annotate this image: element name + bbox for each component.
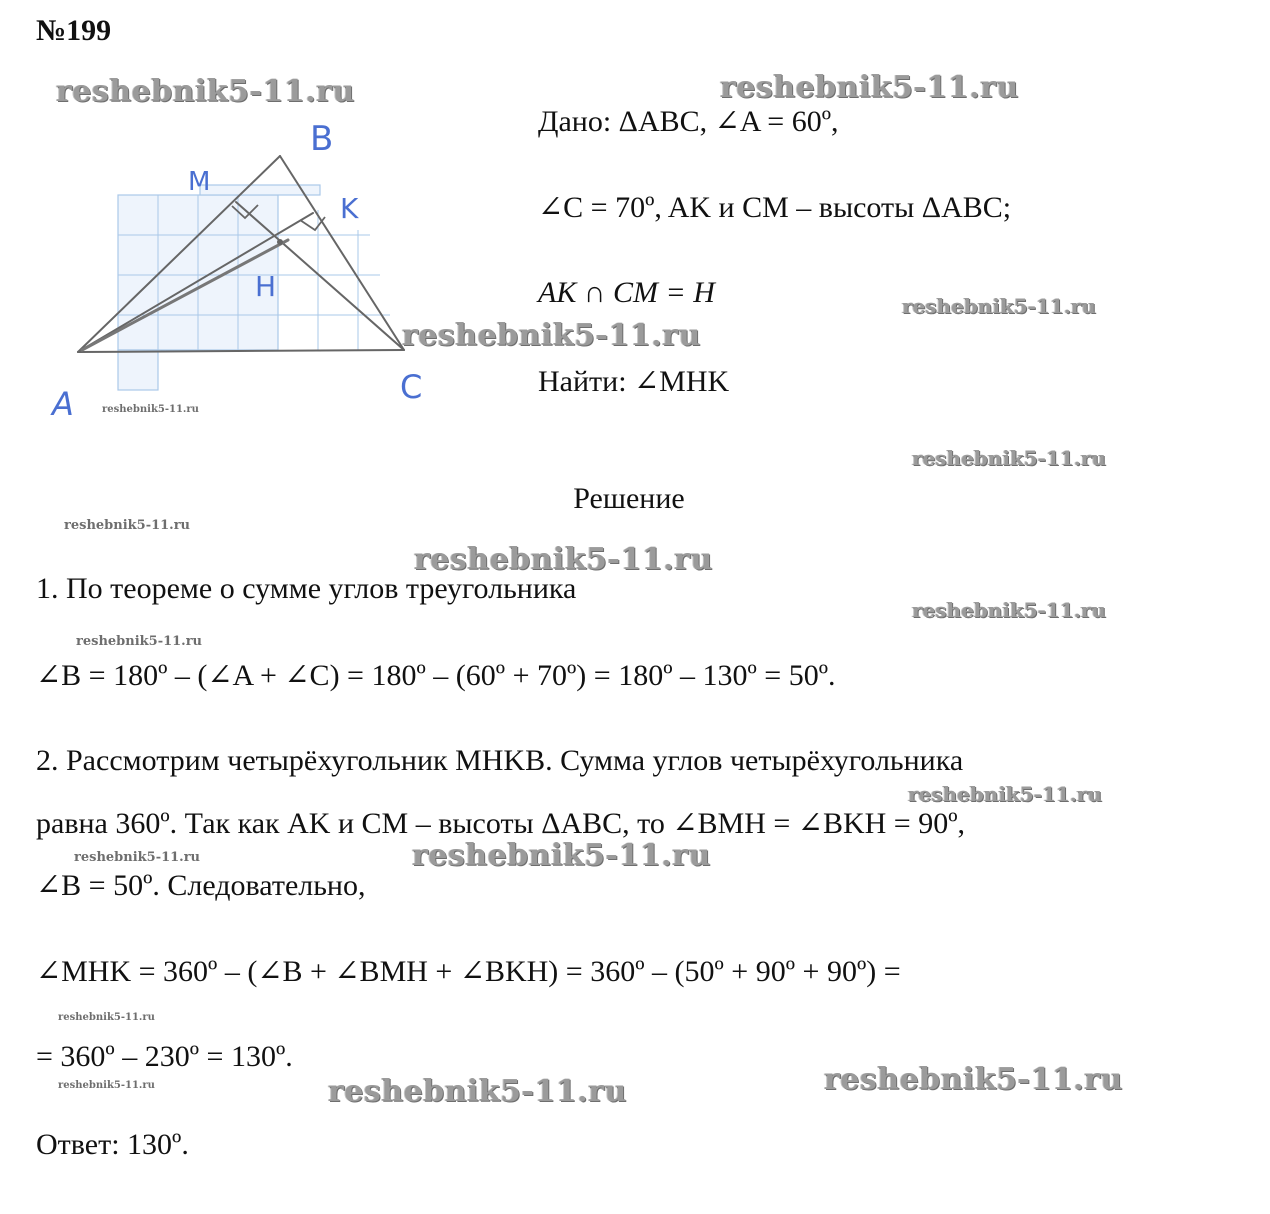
given-line-2: ∠C = 70º, AK и CM – высоты ΔABC; [538,191,1012,224]
formula-line-1: ∠MHK = 360º – (∠B + ∠BMH + ∠BKH) = 360º – (50º + 90º + 90º) = [36,955,901,988]
label-A: A [52,385,74,423]
side-BC [280,156,404,350]
watermark: reshebnik5-11.ru [74,850,201,865]
watermark: reshebnik5-11.ru [58,1012,155,1023]
step-2-line-1: 2. Рассмотрим четырёхугольник MHKB. Сумма углов четырёхугольника [36,744,964,777]
step-1: 1. По теореме о сумме углов треугольника [36,572,577,605]
watermark: reshebnik5-11.ru [824,1062,1123,1097]
watermark: reshebnik5-11.ru [56,74,355,109]
problem-number: №199 [36,14,112,47]
answer: Ответ: 130º. [36,1128,189,1161]
watermark: reshebnik5-11.ru [414,542,713,577]
label-B: B [310,119,334,159]
given-line-3: AK ∩ CM = H [538,276,715,309]
point-H [277,239,283,245]
step-2-line-3: ∠B = 50º. Следовательно, [36,869,366,902]
formula-line-2: = 360º – 230º = 130º. [36,1040,293,1073]
given-line-1: Дано: ΔABC, ∠A = 60º, [538,105,839,138]
label-M: M [188,167,211,197]
watermark: reshebnik5-11.ru [912,446,1106,470]
watermark: reshebnik5-11.ru [76,634,203,649]
watermark: reshebnik5-11.ru [102,404,199,415]
label-C: C [400,368,423,406]
watermark: reshebnik5-11.ru [412,838,711,873]
watermark: reshebnik5-11.ru [402,318,701,353]
solution-heading: Решение [573,482,685,515]
triangle-figure [40,100,470,440]
label-H: H [255,270,277,303]
watermark: reshebnik5-11.ru [328,1074,627,1109]
watermark: reshebnik5-11.ru [908,782,1102,806]
watermark: reshebnik5-11.ru [720,70,1019,105]
watermark: reshebnik5-11.ru [64,518,191,533]
step-1-formula: ∠B = 180º – (∠A + ∠C) = 180º – (60º + 70º) = 180º – 130º = 50º. [36,659,836,692]
watermark: reshebnik5-11.ru [58,1080,155,1091]
watermark: reshebnik5-11.ru [912,598,1106,622]
watermark: reshebnik5-11.ru [902,294,1096,318]
label-K: K [340,192,359,225]
step-2-line-2: равна 360º. Так как AK и CM – высоты ΔABC, то ∠BMH = ∠BKH = 90º, [36,807,966,840]
find-line: Найти: ∠MHK [538,365,730,398]
